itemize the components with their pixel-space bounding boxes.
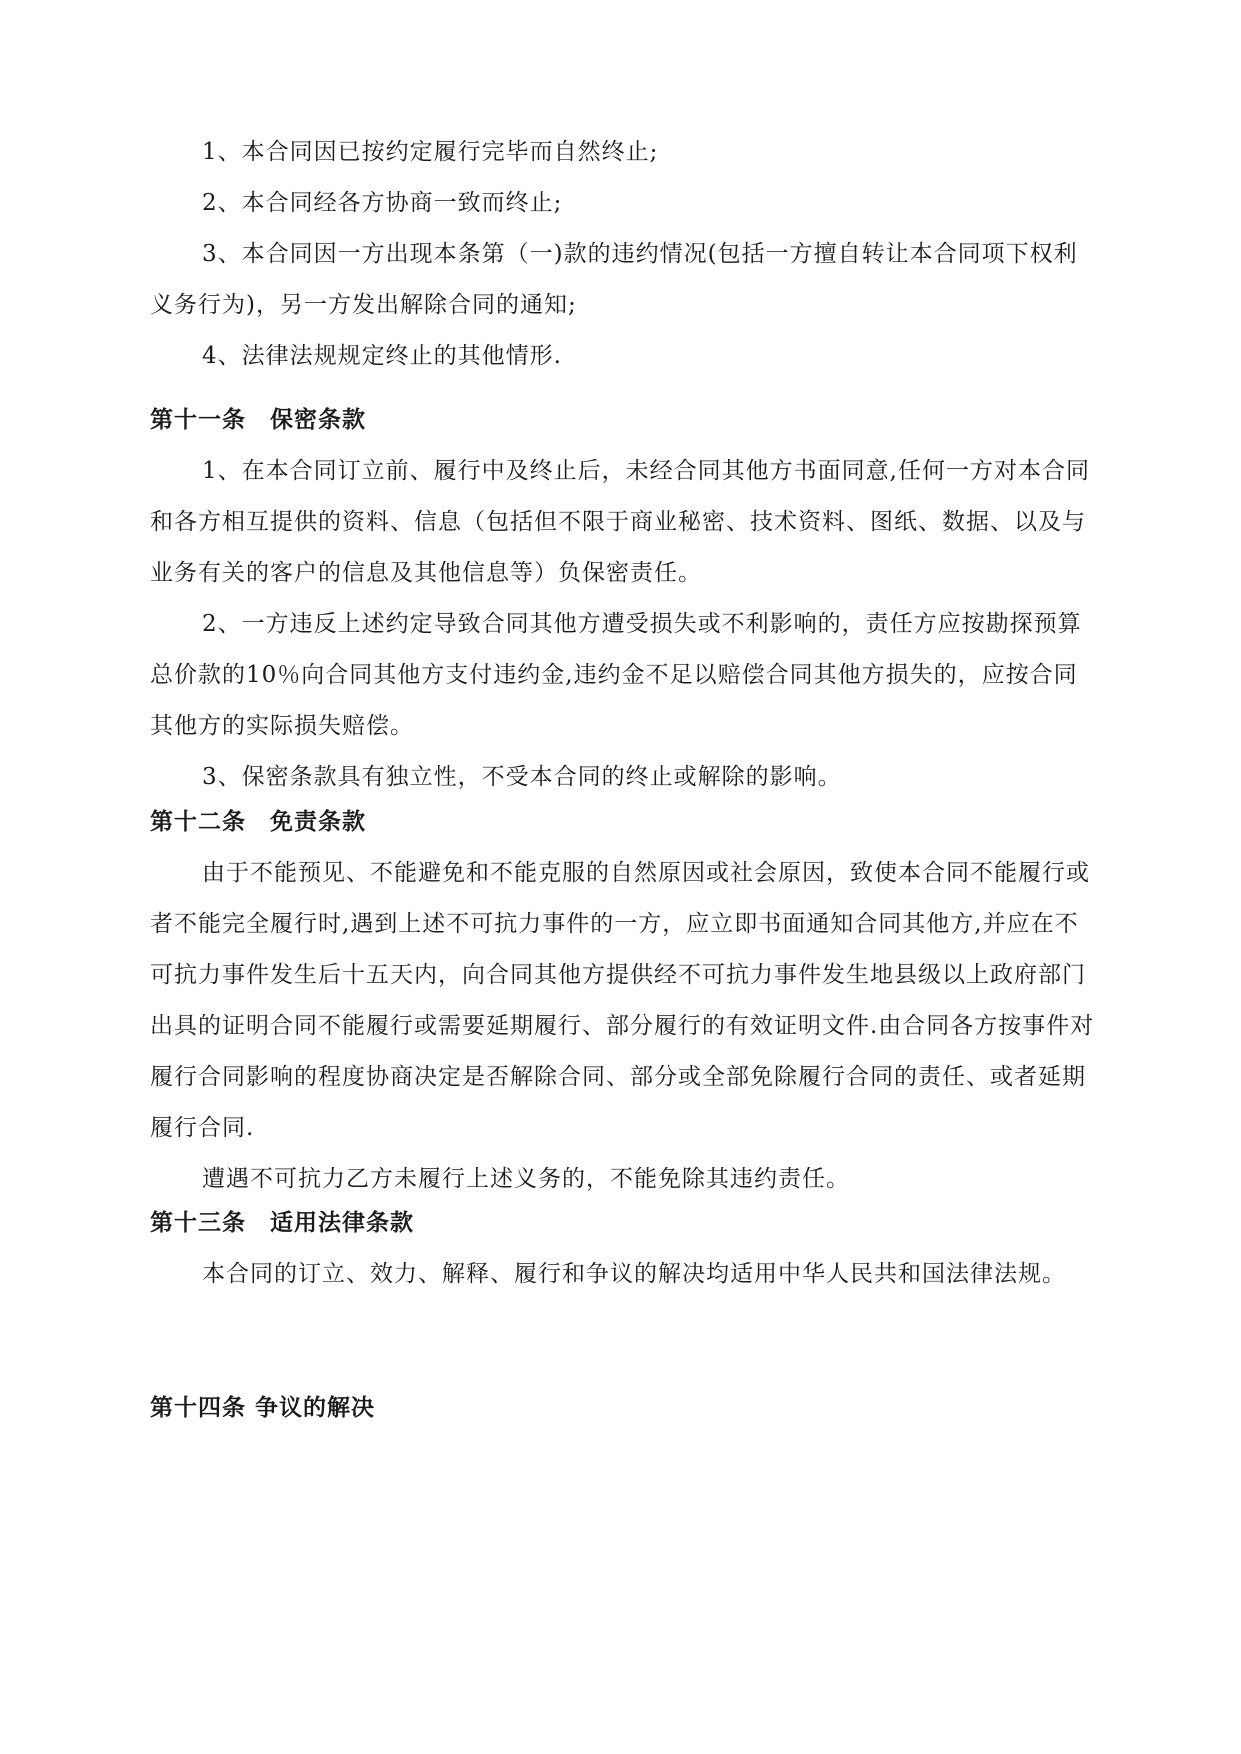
force-majeure-note: 遭遇不可抗力乙方未履行上述义务的，不能免除其违约责任。 xyxy=(202,1166,850,1192)
termination-clause-4: 4、法律法规规定终止的其他情形. xyxy=(202,343,562,369)
force-majeure-paragraph: 由于不能预见、不能避免和不能克服的自然原因或社会原因，致使本合同不能履行或者不能完全履行时,遇到上述不可抗力事件的一方，应立即书面通知合同其他方,并应在不可抗力事件发生后十五天内，向合同其他方提供经不可抗力事件发生地县级以上政府部门出具的证明合同不能履行或需要延期履行、部分履行的有效证明文件.由合同各方按事件对履行合同影响的程度协商决定是否解除合同、部分或全部免除履行合同的责任、或者延期履行合同. xyxy=(150,860,1095,1141)
section-13 xyxy=(150,1198,1100,1300)
section-11-title: 第十一条 保密条款 xyxy=(150,407,366,433)
applicable-law-paragraph: 本合同的订立、效力、解释、履行和争议的解决均适用中华人民共和国法律法规。 xyxy=(202,1261,1066,1287)
termination-clause-2: 2、本合同经各方协商一致而终止; xyxy=(202,190,563,216)
confidentiality-clause-2: 2、一方违反上述约定导致合同其他方遭受损失或不利影响的，责任方应按勘探预算总价款的10％向合同其他方支付违约金,违约金不足以赔偿合同其他方损失的，应按合同其他方的实际损失赔偿。 xyxy=(150,611,1082,739)
termination-clause-1: 1、本合同因已按约定履行完毕而自然终止; xyxy=(202,139,659,165)
section-14 xyxy=(150,1383,1100,1434)
confidentiality-clause-3: 3、保密条款具有独立性，不受本合同的终止或解除的影响。 xyxy=(202,764,842,790)
section-12 xyxy=(150,797,1100,1205)
section-13-title: 第十三条 适用法律条款 xyxy=(150,1210,414,1236)
section-11 xyxy=(150,395,1100,803)
section-14-title: 第十四条 争议的解决 xyxy=(150,1395,376,1421)
termination-clause-3: 3、本合同因一方出现本条第（一)款的违约情况(包括一方擅自转让本合同项下权利义务行为)，另一方发出解除合同的通知; xyxy=(150,241,1078,318)
section-12-title: 第十二条 免责条款 xyxy=(150,809,366,835)
section-10-tail xyxy=(150,127,1100,382)
confidentiality-clause-1: 1、在本合同订立前、履行中及终止后，未经合同其他方书面同意,任何一方对本合同和各方相互提供的资料、信息（包括但不限于商业秘密、技术资料、图纸、数据、以及与业务有关的客户的信息及其他信息等）负保密责任。 xyxy=(150,458,1090,586)
